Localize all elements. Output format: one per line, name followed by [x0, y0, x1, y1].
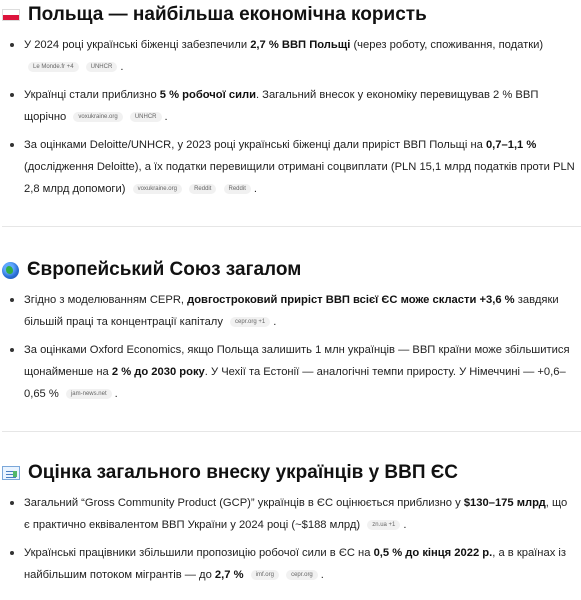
source-chip[interactable]: Le Monde.fr +4 — [28, 62, 79, 72]
section-title-eu-gdp — [2, 462, 581, 484]
source-chip[interactable]: UNHCR — [86, 62, 118, 72]
source-chip[interactable]: Reddit — [224, 184, 251, 194]
list-item: Українці стали приблизно 5 % робочої сили. Загальний внесок у економіку перевищував 2 % ВВП щорічно voxukraine.org UNHCR . — [2, 84, 581, 128]
list-item: За оцінками Oxford Economics, якщо Польща залишить 1 млн українців — ВВП країни може збільшитися щонайменше на 2 % до 2030 року. У Чехії та Естонії — аналогічні темпи приросту. У Німеччині — +0,6–0,65 % jam-news.net . — [2, 339, 581, 405]
globe-icon — [2, 262, 19, 279]
source-chip[interactable]: cepr.org — [286, 570, 318, 580]
source-chip[interactable]: voxukraine.org — [133, 184, 182, 194]
section-title-poland — [2, 4, 581, 26]
section-title-eu — [2, 259, 581, 281]
source-chip[interactable]: imf.org — [251, 570, 279, 580]
source-chip[interactable]: jam-news.net — [66, 389, 112, 399]
source-chip[interactable]: zn.ua +1 — [367, 520, 400, 530]
list-item: Українські працівники збільшили пропозицію робочої сили в ЄС на 0,5 % до кінця 2022 р., а в країнах із найбільшим потоком мігрантів — до 2,7 % imf.org cepr.org . — [2, 542, 581, 586]
poland-flag-icon — [2, 9, 20, 21]
section-title-text: Оцінка загального внеску українців у ВВП ЄС — [28, 462, 459, 483]
source-chip[interactable]: Reddit — [189, 184, 216, 194]
list-item: Згідно з моделюванням CEPR, довгостроковий приріст ВВП всієї ЄС може скласти +3,6 % завдяки більшій праці та концентрації капіталу cepr.org +1 . — [2, 289, 581, 333]
section-eu-gdp-contribution — [0, 432, 581, 586]
section-title-text: Європейський Союз загалом — [27, 259, 302, 280]
list-item: У 2024 році українські біженці забезпечили 2,7 % ВВП Польщі (через роботу, споживання, податки) Le Monde.fr +4 UNHCR . — [2, 34, 581, 78]
section-title-text: Польща — найбільша економічна користь — [28, 4, 427, 25]
list-item: За оцінками Deloitte/UNHCR, у 2023 році українські біженці дали приріст ВВП Польщі на 0,7–1,1 % (дослідження Deloitte), а їх податки перевищили отримані соцвиплати (PLN 15,1 млрд податків проти PLN 2,8 млрд допомоги) voxukraine.org Reddit Reddit . — [2, 134, 581, 200]
bar-chart-icon — [2, 466, 20, 480]
section-poland — [0, 0, 581, 227]
source-chip[interactable]: UNHCR — [130, 112, 162, 122]
list-item: Загальний “Gross Community Product (GCP)” українців в ЄС оцінюється приблизно у $130–175 млрд, що є практично еквівалентом ВВП України у 2024 році (~$188 млрд) zn.ua +1 . — [2, 492, 581, 536]
source-chip[interactable]: voxukraine.org — [73, 112, 122, 122]
section-eu — [0, 227, 581, 432]
source-chip[interactable]: cepr.org +1 — [230, 317, 270, 327]
